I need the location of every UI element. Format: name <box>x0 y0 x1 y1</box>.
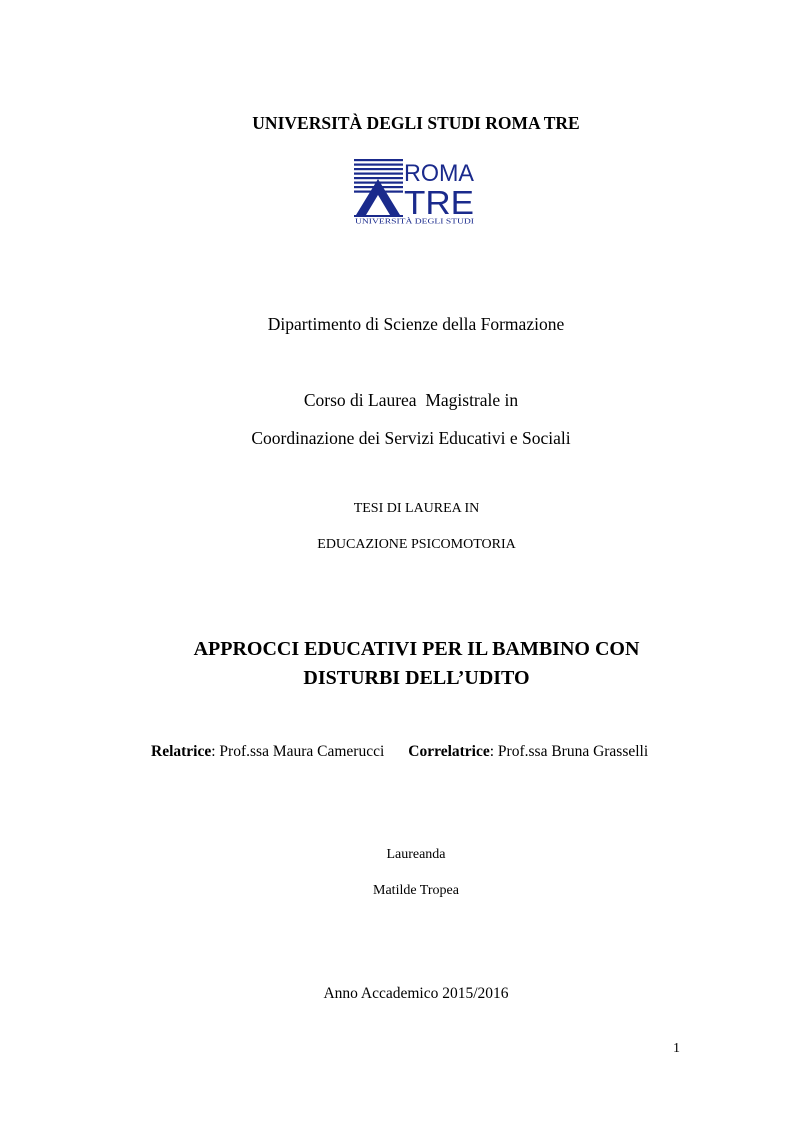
logo-subtitle: UNIVERSITÀ DEGLI STUDI <box>355 216 449 225</box>
department: Dipartimento di Scienze della Formazione <box>267 314 565 334</box>
candidate-name: Matilde Tropea <box>373 883 459 898</box>
supervisors-line <box>151 743 648 761</box>
candidate-label: Laureanda <box>386 847 446 862</box>
thesis-type: TESI DI LAUREA IN <box>353 501 480 516</box>
thesis-title-line-1: APPROCCI EDUCATIVI PER IL BAMBINO CON <box>193 638 640 660</box>
logo-word-bottom: TRE <box>404 184 474 221</box>
thesis-title-line-2: DISTURBI DELL’UDITO <box>303 667 530 689</box>
course-line-1: Corso di Laurea Magistrale in <box>303 390 519 410</box>
relatrice-label: Relatrice <box>151 743 212 760</box>
correlatrice-label: Correlatrice <box>408 743 490 760</box>
relatrice-name: : Prof.ssa Maura Camerucci <box>211 743 385 760</box>
course-line-2: Coordinazione dei Servizi Educativi e Sociali <box>251 428 571 448</box>
university-name: UNIVERSITÀ DEGLI STUDI ROMA TRE <box>252 113 580 133</box>
page-number: 1 <box>673 1041 680 1056</box>
roma-tre-logo <box>354 157 476 225</box>
thesis-subject: EDUCAZIONE PSICOMOTORIA <box>317 537 516 552</box>
logo-word-top: ROMA <box>404 160 474 187</box>
correlatrice-name: : Prof.ssa Bruna Grasselli <box>489 743 649 760</box>
academic-year: Anno Accademico 2015/2016 <box>323 985 509 1002</box>
